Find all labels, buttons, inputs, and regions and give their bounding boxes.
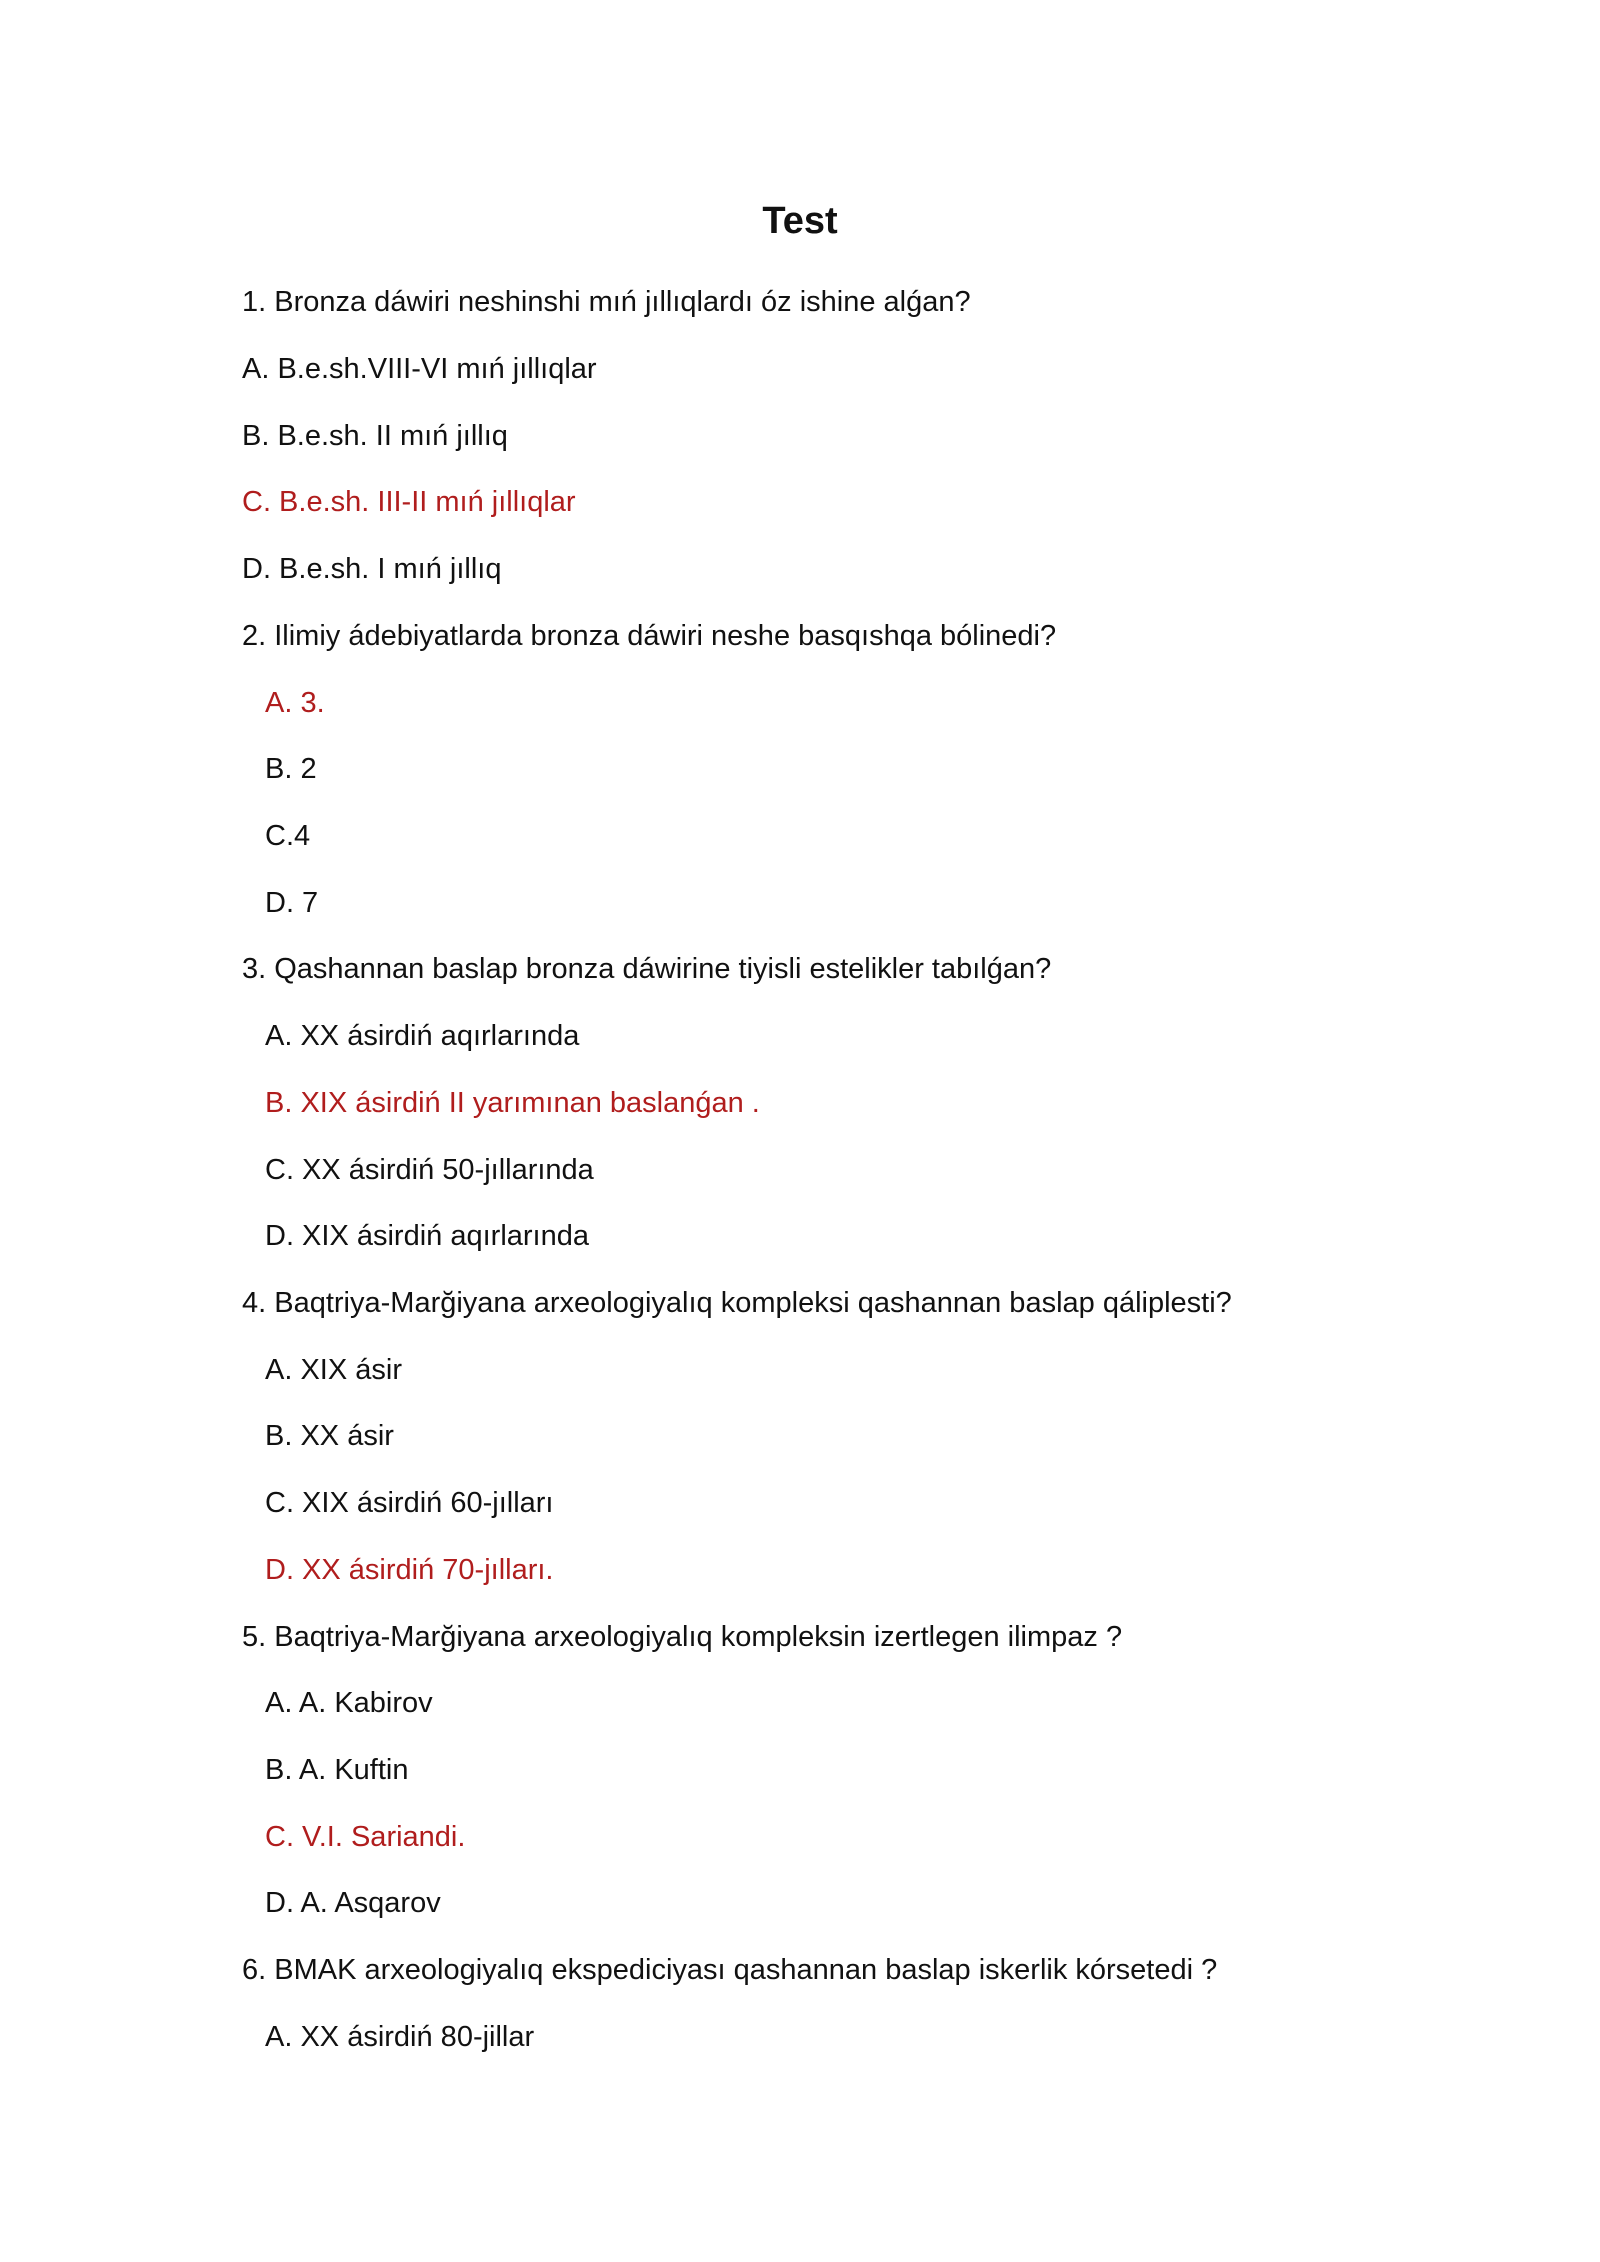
question-3-option-b: B. XIX ásirdiń II yarımınan baslanǵan . (265, 1087, 760, 1119)
question-4-option-a: A. XIX ásir (265, 1354, 402, 1386)
question-1-option-c: C. B.e.sh. III-II mıń jıllıqlar (242, 486, 576, 518)
question-5-option-a: A. A. Kabirov (265, 1687, 433, 1719)
question-2-option-b: B. 2 (265, 753, 317, 785)
document-title: Test (762, 200, 838, 242)
question-5-option-d: D. A. Asqarov (265, 1887, 441, 1919)
question-2-option-a: A. 3. (265, 687, 325, 719)
question-1: 1. Bronza dáwiri neshinshi mıń jıllıqlardı óz ishine alǵan? (242, 286, 971, 318)
question-5-option-c: C. V.I. Sariandi. (265, 1821, 466, 1853)
question-2-option-d: D. 7 (265, 887, 319, 919)
question-1-option-b: B. B.e.sh. II mıń jıllıq (242, 420, 508, 452)
question-3-option-d: D. XIX ásirdiń aqırlarında (265, 1220, 589, 1252)
question-4-option-c: C. XIX ásirdiń 60-jılları (265, 1487, 554, 1519)
question-5: 5. Baqtriya-Marğiyana arxeologiyalıq kompleksin izertlegen ilimpaz ? (242, 1621, 1123, 1653)
question-2-option-c: C.4 (265, 820, 311, 852)
question-4: 4. Baqtriya-Marğiyana arxeologiyalıq kompleksi qashannan baslap qáliplesti? (242, 1287, 1232, 1319)
question-2: 2. Ilimiy ádebiyatlarda bronza dáwiri neshe basqıshqa bólinedi? (242, 620, 1057, 652)
question-3-option-a: A. XX ásirdiń aqırlarında (265, 1020, 580, 1052)
question-3: 3. Qashannan baslap bronza dáwirine tiyisli estelikler tabılǵan? (242, 953, 1052, 985)
question-6-option-a: A. XX ásirdiń 80-jillar (265, 2021, 535, 2053)
question-6: 6. BMAK arxeologiyalıq ekspediciyası qashannan baslap iskerlik kórsetedi ? (242, 1954, 1218, 1986)
question-3-option-c: C. XX ásirdiń 50-jıllarında (265, 1154, 594, 1186)
question-5-option-b: B. A. Kuftin (265, 1754, 409, 1786)
question-1-option-a: A. B.e.sh.VIII-VI mıń jıllıqlar (242, 353, 597, 385)
question-1-option-d: D. B.e.sh. I mıń jıllıq (242, 553, 502, 585)
question-4-option-d: D. XX ásirdiń 70-jılları. (265, 1554, 554, 1586)
question-4-option-b: B. XX ásir (265, 1420, 394, 1452)
